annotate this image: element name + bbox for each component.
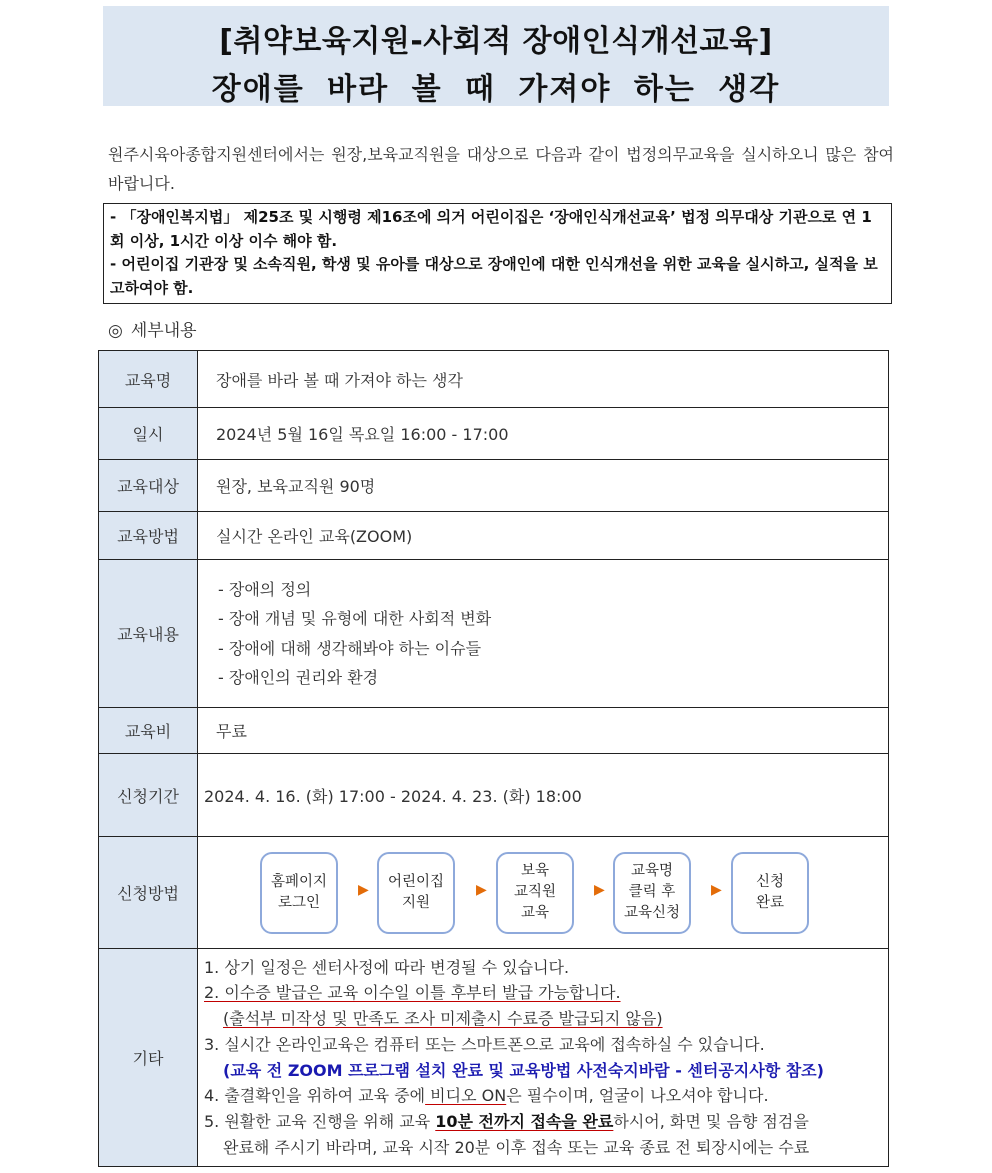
fee-value: 무료: [198, 708, 889, 754]
detail-table: [98, 350, 889, 1167]
row-etc: [99, 949, 889, 1167]
etc-line-2: [204, 980, 888, 1006]
arrow-right-icon: ▶: [476, 881, 487, 898]
circle-mark-icon: ◎: [108, 321, 123, 341]
notice-line-2: - 어린이집 기관장 및 소속직원, 학생 및 유아를 대상으로 장애인에 대한 인식개선을 위한 교육을 실시하고, 실적을 보고하여야 함.: [110, 255, 878, 297]
row-date: [99, 408, 889, 460]
etc-line-2b: [204, 1006, 888, 1032]
arrow-right-icon: ▶: [711, 881, 722, 898]
list-item: - 장애에 대해 생각해봐야 하는 이슈들: [218, 638, 482, 658]
legal-notice-box: [103, 203, 892, 304]
etc-notes: [198, 949, 889, 1167]
etc-line-4-underline: 비디오 ON: [425, 1086, 507, 1106]
etc-line-5-a: 5. 원활한 교육 진행을 위해 교육: [204, 1111, 436, 1131]
etc-line-5-underline: 10분 전까지 접속을 완료: [435, 1111, 614, 1131]
etc-line-4-c: 은 필수이며, 얼굴이 나오셔야 합니다.: [506, 1086, 769, 1106]
row-label: 신청기간: [99, 754, 198, 837]
step-course-apply: 교육명 클릭 후 교육신청: [613, 852, 691, 934]
list-item: - 장애 개념 및 유형에 대한 사회적 변화: [218, 609, 492, 628]
row-label: 교육비: [99, 708, 198, 754]
section-heading: [108, 316, 197, 341]
etc-line-2b-text: (출석부 미작성 및 만족도 조사 미제출시 수료증 발급되지 않음): [223, 1009, 663, 1029]
apply-flow: [198, 850, 888, 936]
period-value: 2024. 4. 16. (화) 17:00 - 2024. 4. 23. (화) 18:00: [198, 754, 889, 837]
row-label: 교육방법: [99, 512, 198, 560]
etc-line-4: [204, 1083, 888, 1109]
etc-line-3: 3. 실시간 온라인교육은 컴퓨터 또는 스마트폰으로 교육에 접속하실 수 있습니다.: [204, 1034, 765, 1054]
arrow-right-icon: ▶: [594, 881, 605, 898]
etc-line-5d: 완료해 주시기 바라며, 교육 시작 20분 이후 접속 또는 교육 종료 전 퇴장시에는 수료: [223, 1137, 810, 1157]
row-label: 일시: [99, 408, 198, 460]
step-daycare-support: 어린이집 지원: [377, 852, 455, 934]
etc-line-5: [204, 1109, 888, 1135]
row-apply: [99, 837, 889, 949]
intro-text: 원주시육아종합지원센터에서는 원장,보육교직원을 대상으로 다음과 같이 법정의무교육을 실시하오니 많은 참여바랍니다.: [108, 145, 894, 193]
row-label: 교육내용: [99, 560, 198, 708]
row-content: [99, 560, 889, 708]
etc-line-1: 1. 상기 일정은 센터사정에 따라 변경될 수 있습니다.: [204, 957, 570, 977]
row-method: [99, 512, 889, 560]
step-staff-education: 보육 교직원 교육: [496, 852, 574, 934]
title-line-2: 장애를 바라 볼 때 가져야 하는 생각: [211, 72, 781, 107]
row-target: [99, 460, 889, 512]
row-period: [99, 754, 889, 837]
etc-line-5-c: 하시어, 화면 및 음향 점검을: [613, 1111, 809, 1131]
etc-line-3b: (교육 전 ZOOM 프로그램 설치 완료 및 교육방법 사전숙지바람 - 센터공지사항 참조): [223, 1060, 824, 1080]
step-complete: 신청 완료: [731, 852, 809, 934]
row-course-name: [99, 351, 889, 408]
notice-line-1: - 「장애인복지법」 제25조 및 시행령 제16조에 의거 어린이집은 ‘장애인식개선교육’ 법정 의무대상 기관으로 연 1회 이상, 1시간 이상 이수 해야 함.: [110, 208, 872, 250]
content-list: [198, 560, 889, 708]
row-label: 신청방법: [99, 837, 198, 949]
title-banner: [103, 6, 889, 106]
etc-line-4-a: 4. 출결확인을 위하여 교육 중에: [204, 1086, 426, 1106]
target-value: 원장, 보육교직원 90명: [198, 460, 889, 512]
row-label: 교육대상: [99, 460, 198, 512]
section-heading-label: 세부내용: [130, 321, 197, 341]
arrow-right-icon: ▶: [358, 881, 369, 898]
apply-flow-cell: [198, 837, 889, 949]
method-value: 실시간 온라인 교육(ZOOM): [198, 512, 889, 560]
course-name-value: 장애를 바라 볼 때 가져야 하는 생각: [198, 351, 889, 408]
etc-line-2-text: 2. 이수증 발급은 교육 이수일 이틀 후부터 발급 가능합니다.: [204, 983, 621, 1003]
row-fee: [99, 708, 889, 754]
step-homepage-login: 홈페이지 로그인: [260, 852, 338, 934]
date-value: 2024년 5월 16일 목요일 16:00 - 17:00: [198, 408, 889, 460]
row-label: 교육명: [99, 351, 198, 408]
row-label: 기타: [99, 949, 198, 1167]
list-item: - 장애인의 권리와 환경: [218, 668, 379, 687]
title-line-1: [취약보육지원-사회적 장애인식개선교육]: [219, 24, 773, 59]
list-item: - 장애의 정의: [218, 579, 312, 599]
